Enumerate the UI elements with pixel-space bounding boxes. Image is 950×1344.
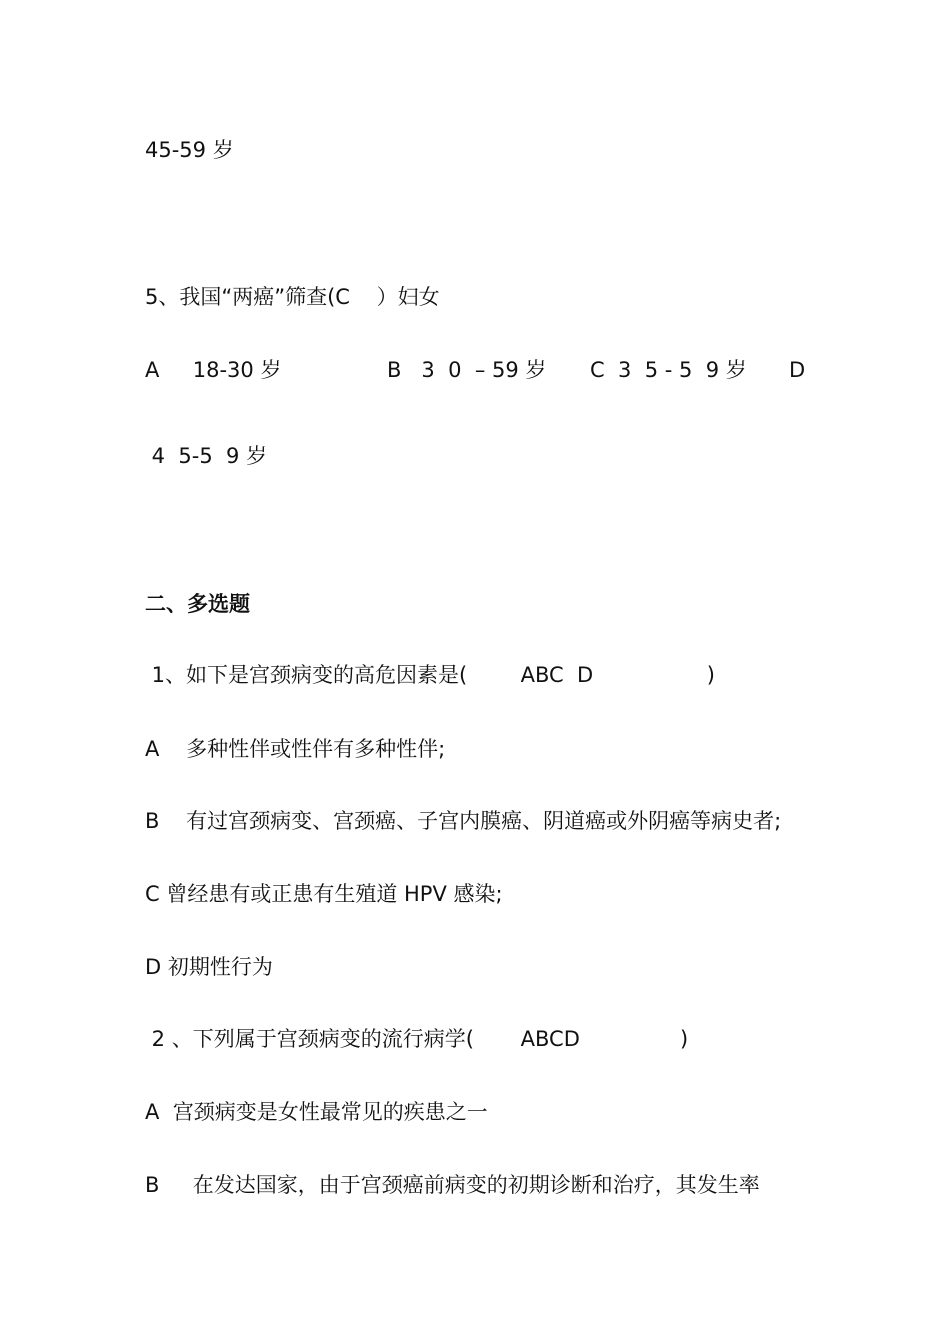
multi-question-1-option-d: D 初期性行为: [145, 955, 273, 979]
answer-line-45-59: 45-59 岁: [145, 138, 234, 162]
multi-question-1-option-c: C 曾经患有或正患有生殖道 HPV 感染;: [145, 882, 503, 906]
option-d-continued: 4 5-5 9 岁: [145, 444, 268, 468]
option-a: A 18-30 岁: [145, 358, 282, 382]
option-c: C 3 5 - 5 9 岁: [590, 358, 747, 382]
multi-question-1-option-b: B 有过宫颈病变、宫颈癌、子宫内膜癌、阴道癌或外阴癌等病史者;: [145, 809, 782, 833]
question-5: 5、我国“两癌”筛查(C ）妇女: [145, 285, 440, 309]
multi-question-2-option-b: B 在发达国家，由于宫颈癌前病变的初期诊断和治疗，其发生率: [145, 1173, 760, 1197]
section-heading-multiple-choice: 二、多选题: [145, 592, 250, 616]
option-b: B 3 0 – 59 岁: [387, 358, 547, 382]
option-d: D: [789, 358, 806, 382]
multi-question-1: 1、如下是宫颈病变的高危因素是( ABC D ): [145, 663, 715, 687]
multi-question-2-option-a: A 宫颈病变是女性最常见的疾患之一: [145, 1100, 488, 1124]
multi-question-1-option-a: A 多种性伴或性伴有多种性伴;: [145, 737, 446, 761]
multi-question-2: 2 、下列属于宫颈病变的流行病学( ABCD ): [145, 1027, 689, 1051]
